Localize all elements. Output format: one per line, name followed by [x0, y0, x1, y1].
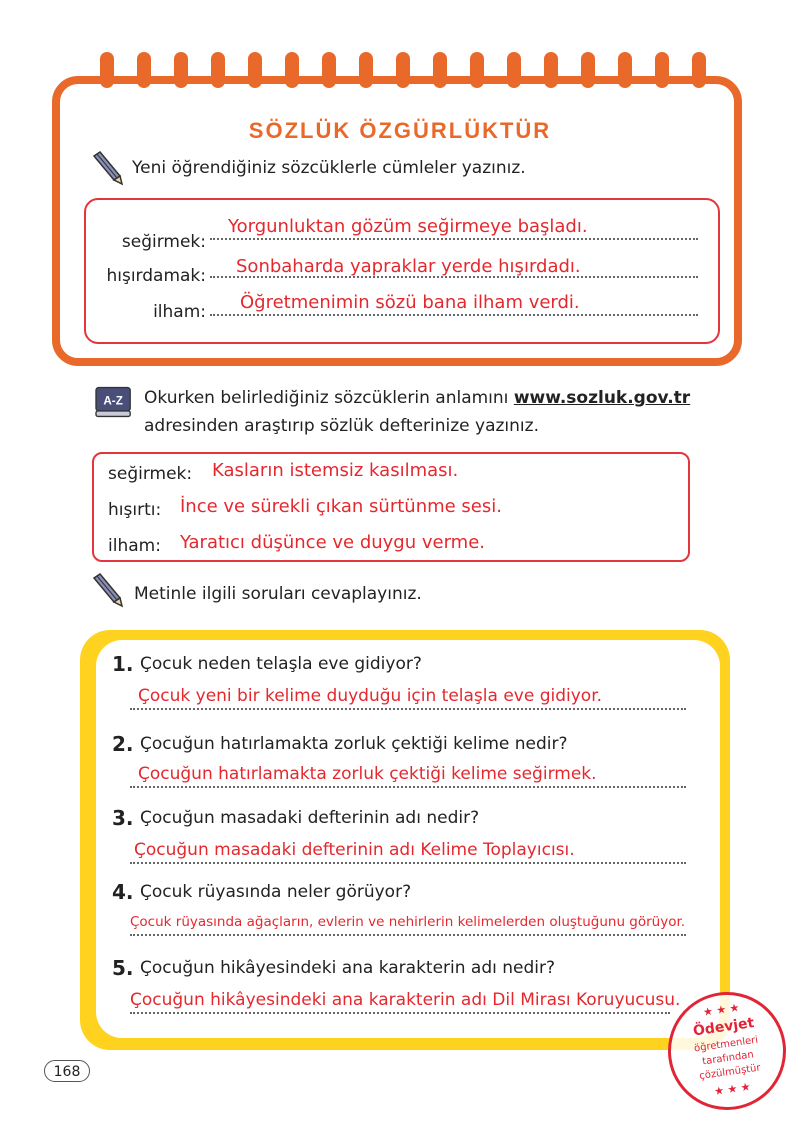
question-answer: Çocuk yeni bir kelime duyduğu için telaşla eve gidiyor. [138, 686, 603, 706]
ring [655, 52, 669, 88]
dotted-line [210, 238, 698, 240]
definition-answer: Yaratıcı düşünce ve duygu verme. [180, 532, 486, 553]
ring [248, 52, 262, 88]
pencil-icon [88, 572, 124, 608]
row-answer: Yorgunluktan gözüm seğirmeye başladı. [228, 216, 588, 237]
question-answer: Çocuk rüyasında ağaçların, evlerin ve nehirlerin kelimelerden oluştuğunu görüyor. [130, 914, 686, 930]
dictionary-icon-text: A-Z [103, 394, 123, 408]
row-label: hışırdamak: [106, 266, 206, 286]
definition-answer: İnce ve sürekli çıkan sürtünme sesi. [180, 496, 502, 517]
section-title: SÖZLÜK ÖZGÜRLÜKTÜR [248, 118, 552, 143]
row-answer: Sonbaharda yapraklar yerde hışırdadı. [236, 256, 581, 277]
question-number: 3. [112, 806, 134, 830]
definition-label: seğirmek: [108, 464, 193, 484]
dotted-line [130, 1012, 670, 1014]
ring [100, 52, 114, 88]
questions-instruction: Metinle ilgili soruları cevaplayınız. [134, 584, 422, 604]
ring [359, 52, 373, 88]
dictionary-book-icon [92, 384, 136, 420]
stamp-stars-top: ★ ★ ★ [702, 1000, 741, 1019]
ring [396, 52, 410, 88]
ring [692, 52, 706, 88]
ring [581, 52, 595, 88]
ring [618, 52, 632, 88]
pencil-icon [88, 150, 124, 186]
dotted-line [210, 314, 698, 316]
question-number: 1. [112, 652, 134, 676]
ring [322, 52, 336, 88]
notebook-rings [100, 52, 700, 92]
ring [544, 52, 558, 88]
question-text: Çocuk rüyasında neler görüyor? [140, 882, 412, 902]
sozluk-link[interactable]: www.sozluk.gov.tr [513, 388, 691, 408]
row-label: ilham: [153, 302, 206, 322]
ring [507, 52, 521, 88]
row-answer: Öğretmenimin sözü bana ilham verdi. [240, 292, 580, 313]
question-number: 4. [112, 880, 134, 904]
page-number: 168 [44, 1060, 90, 1082]
ring [211, 52, 225, 88]
stamp-line1: öğretmenleri [693, 1034, 759, 1055]
definition-label: hışırtı: [108, 500, 162, 520]
stamp-line3: çözülmüştür [698, 1062, 762, 1083]
stamp-stars-bottom: ★ ★ ★ [713, 1080, 752, 1099]
question-answer: Çocuğun hatırlamakta zorluk çektiği kelime seğirmek. [138, 764, 597, 784]
definition-answer: Kasların istemsiz kasılması. [212, 460, 459, 481]
dotted-line [130, 862, 686, 864]
question-text: Çocuğun hatırlamakta zorluk çektiği kelime nedir? [140, 734, 568, 754]
question-number: 5. [112, 956, 134, 980]
stamp-title: Ödevjet [692, 1015, 756, 1040]
dictionary-instruction-line1 [144, 388, 690, 408]
ring [174, 52, 188, 88]
question-number: 2. [112, 732, 134, 756]
question-text: Çocuk neden telaşla eve gidiyor? [140, 654, 422, 674]
stamp-line2: tarafından [701, 1049, 755, 1068]
row-label: seğirmek: [121, 232, 206, 252]
ring [470, 52, 484, 88]
notebook-instruction: Yeni öğrendiğiniz sözcüklerle cümleler yazınız. [132, 158, 526, 178]
question-answer: Çocuğun masadaki defterinin adı Kelime Toplayıcısı. [134, 840, 575, 860]
ring [433, 52, 447, 88]
dotted-line [130, 934, 686, 936]
ring [137, 52, 151, 88]
dictionary-instruction-line2: adresinden araştırıp sözlük defterinize yazınız. [144, 416, 539, 436]
question-answer: Çocuğun hikâyesindeki ana karakterin adı Dil Mirası Koruyucusu. [130, 990, 681, 1010]
dictionary-instruction-part1: Okurken belirlediğiniz sözcüklerin anlamını [144, 388, 509, 408]
dotted-line [130, 786, 686, 788]
question-text: Çocuğun hikâyesindeki ana karakterin adı nedir? [140, 958, 556, 978]
dotted-line [130, 708, 686, 710]
ring [285, 52, 299, 88]
question-text: Çocuğun masadaki defterinin adı nedir? [140, 808, 480, 828]
definition-label: ilham: [108, 536, 161, 556]
